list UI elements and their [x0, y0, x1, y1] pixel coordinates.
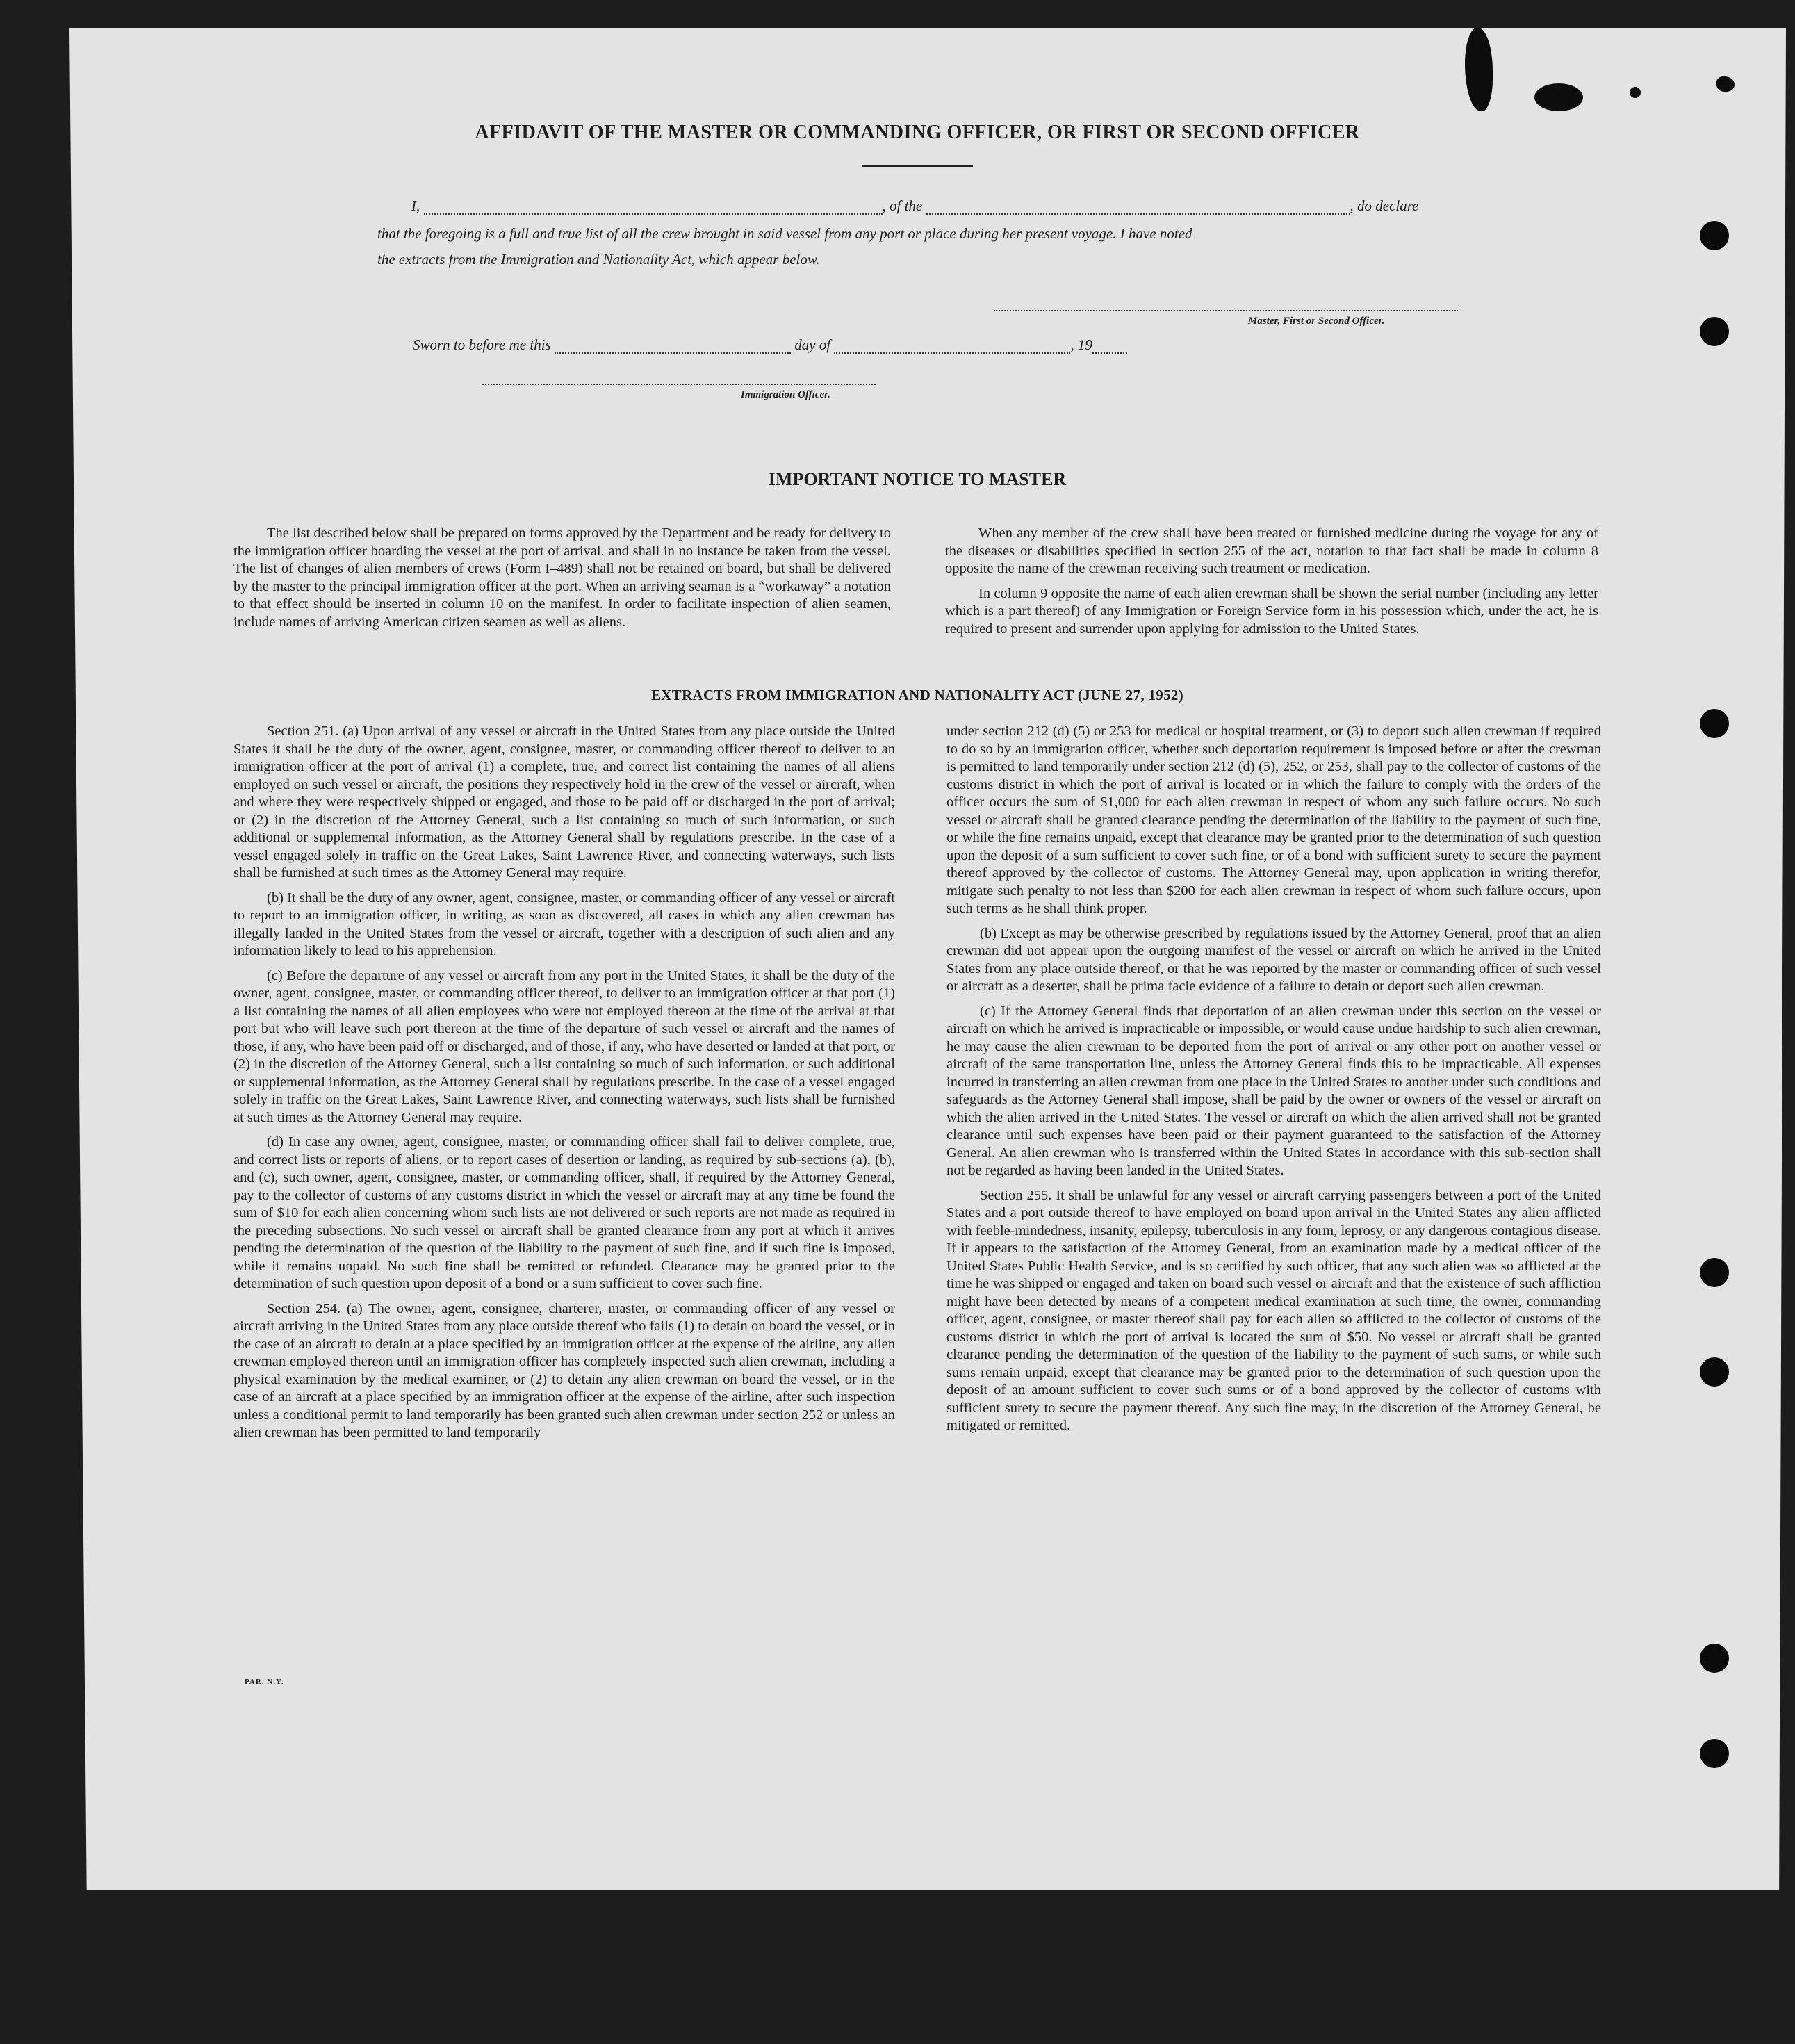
- punch-hole-3: [1700, 709, 1729, 738]
- section-254-b: (b) Except as may be otherwise prescribed by regulations issued by the Attorney General, proof that an alien crewman did not appear upon the outgoing manifest of the vessel or aircraft on which he arrived in the United States from any place outside thereof, or that he was reported by the master or commanding officer of such vessel or aircraft as a deserter, shall be prima facie evidence of a failure to detain or deport such alien crewman.: [946, 925, 1601, 994]
- notice-right-paragraph-2: In column 9 opposite the name of each alien crewman shall be shown the serial number (including any letter which is a part thereof) of any Immigration or Foreign Service form in his possession which, under the act, he is required to present and surrender upon applying for admission to the United States.: [945, 585, 1598, 637]
- year-prefix-text: , 19: [1070, 336, 1092, 353]
- vessel-field[interactable]: [926, 201, 1350, 215]
- sworn-year-field[interactable]: [1092, 340, 1127, 354]
- punch-hole-6: [1700, 1644, 1729, 1673]
- section-251-d: (d) In case any owner, agent, consignee, master, or commanding officer shall fail to deliver complete, true, and correct lists or reports of aliens, or to report cases of desertion or landing, as required by sub-sections (a), (b), and (c), such owner, agent, consignee, master, or commanding officer, shall, if required by the Attorney General, pay to the collector of customs of any customs district in which the vessel or aircraft may at any time be found the sum of $10 for each alien concerning whom such lists are not delivered or such reports are not made as required in the preceding subsections. No such vessel or aircraft shall be granted clearance from any port at which it arrives pending the determination of the question of the liability to the payment of such fine, and if such fine is imposed, while it remains unpaid. No such fine shall be remitted or refunded. Clearance may be granted prior to the determination of such question upon deposit of a bond or a sum sufficient to cover such fine.: [233, 1134, 895, 1291]
- notice-left-paragraph: The list described below shall be prepared on forms approved by the Department and be ready for delivery to the immigration officer boarding the vessel at the port of arrival, and shall in no instance be taken from the vessel. The list of changes of alien members of crews (Form I–489) shall not be retained on board, but shall be delivered by the master to the principal immigration officer at the port. When an arriving seaman is a “workaway” a notation to that effect should be inserted in column 10 on the manifest. In order to facilitate inspection of alien seamen, include names of arriving American citizen seamen as well as aliens.: [233, 525, 891, 630]
- punch-hole-7: [1700, 1739, 1729, 1768]
- section-254-c: (c) If the Attorney General finds that deportation of an alien crewman under this section on the vessel or aircraft on which he arrived is impracticable or impossible, or would cause undue hardship to such alien crewman, he may cause the alien crewman to be deported from the port of arrival or any other port on another vessel or aircraft of the same transportation line, unless the Attorney General finds this to be impracticable. All expenses incurred in transferring an alien crewman from one place in the United States to another under such conditions and safeguards as the Attorney General shall impose, shall be paid by the owner or owners of the vessel or aircraft on which the alien arrived in the United States. The vessel or aircraft on which the alien arrived shall not be granted clearance until such expenses have been paid or their payment guaranteed to the satisfaction of the Attorney General. An alien crewman who is transferred within the United States in accordance with this sub-section shall not be regarded as having been landed in the United States.: [946, 1003, 1601, 1178]
- section-255: Section 255. It shall be unlawful for any vessel or aircraft carrying passengers between a port of the United States and a port outside thereof to have employed on board upon arrival in the United States any alien afflicted with feeble-mindedness, insanity, epilepsy, tuberculosis in any form, leprosy, or any dangerous contagious disease. If it appears to the satisfaction of the Attorney General, from an examination made by a medical officer of the United States Public Health Service, and is so certified by such officer, that any such alien was so afflicted at the time he was shipped or engaged and taken on board such vessel or aircraft and that the existence of such affliction might have been detected by means of a competent medical examination at such time, the owner, commanding officer, agent, consignee, or master thereof shall pay for each alien so afflicted to the collector of customs of the customs district in which the port of arrival is located the sum of $50. No vessel or aircraft shall be granted clearance pending the determination of the question of the liability to the payment of such sums, or while such sums remain unpaid, except that clearance may be granted prior to the determination of such question upon the deposit of an amount sufficient to cover such sums or of a bond approved by the collector of customs with sufficient surety to secure the payment thereof. Any such fine may, in the discretion of the Attorney General, be mitigated or remitted.: [946, 1187, 1601, 1433]
- punch-hole-2: [1700, 317, 1729, 346]
- section-251-c: (c) Before the departure of any vessel or aircraft from any port in the United States, it shall be the duty of the owner, agent, consignee, master, or commanding officer thereof, to deliver to an immigration officer at that port (1) a list containing the names of all alien employees who were not employed thereon at the time of the arrival at that port but who will leave such port thereon at the time of the departure of such vessel or aircraft and the names of those, if any, who have been paid off or discharged, and of those, if any, who have deserted or landed at that port, or (2) in the discretion of the Attorney General, such a list containing so much of such information, or such additional or supplemental information, as the Attorney General shall by regulations prescribe. In the case of a vessel engaged solely in traffic on the Great Lakes, Saint Lawrence River, and connecting waterways, such lists shall be furnished at such times as the Attorney General may require.: [233, 967, 895, 1125]
- officer-label: Immigration Officer.: [741, 389, 830, 400]
- sworn-text: Sworn to before me this: [413, 336, 551, 353]
- notice-right-paragraph-1: When any member of the crew shall have been treated or furnished medicine during the voyage for any of the diseases or disabilities specified in section 255 of the act, notation to that fact shall be made in column 8 opposite the name of the crewman receiving such treatment or medication.: [945, 525, 1598, 576]
- sworn-month-field[interactable]: [834, 340, 1070, 354]
- affidavit-title: AFFIDAVIT OF THE MASTER OR COMMANDING OFFICER, OR FIRST OR SECOND OFFICER: [475, 122, 1360, 143]
- extracts-title: EXTRACTS FROM IMMIGRATION AND NATIONALITY ACT (JUNE 27, 1952): [651, 687, 1183, 703]
- punch-hole-5: [1700, 1357, 1729, 1387]
- printer-mark: PAR. N.Y.: [245, 1678, 284, 1686]
- declaration-i: I,: [411, 197, 420, 214]
- ink-blot-2: [1534, 83, 1583, 111]
- master-signature-line[interactable]: [994, 310, 1458, 311]
- extracts-right-column: [946, 723, 1601, 1442]
- sworn-line: [413, 336, 1247, 354]
- title-rule: [862, 165, 973, 167]
- name-field[interactable]: [424, 201, 883, 215]
- sworn-day-field[interactable]: [555, 340, 791, 354]
- declaration-line-3: the extracts from the Immigration and Nationality Act, which appear below.: [377, 251, 820, 268]
- section-254-a-continued: under section 212 (d) (5) or 253 for medical or hospital treatment, or (3) to deport such alien crewman if required to do so by an immigration officer, whether such deportation requirement is imposed before or after the crewman is permitted to land temporarily under section 212 (d) (5), 252, or 253, shall pay to the collector of customs of the customs district in which the port of arrival is located or in which the failure to comply with the orders of the officer occurs the sum of $1,000 for each alien crewman in respect of whom any such failure occurs. No such vessel or aircraft shall be granted clearance pending the determination of the liability to the payment of such fine, or while the fine remains unpaid, except that clearance may be granted prior to the determination of such question upon the deposit of a sum sufficient to cover such fine, or of a bond with sufficient surety to secure the payment thereof approved by the collector of customs. The Attorney General may, upon application in writing therefor, mitigate such penalty to not less than $200 for each alien crewman in respect of whom such failure occurs, upon such terms as he shall think proper.: [946, 723, 1601, 916]
- notice-right-column: [945, 525, 1598, 645]
- declaration-of-the: , of the: [882, 197, 923, 214]
- extracts-left-column: [233, 723, 895, 1449]
- notice-left-column: [233, 525, 891, 638]
- declaration-line-2: that the foregoing is a full and true list of all the crew brought in said vessel from any port or place during her present voyage. I have noted: [377, 225, 1192, 242]
- section-251-a: Section 251. (a) Upon arrival of any vessel or aircraft in the United States from any place outside the United States it shall be the duty of the owner, agent, consignee, master, or commanding officer thereof to deliver to an immigration officer at the port of arrival (1) a complete, true, and correct list containing the names of all aliens employed on such vessel or aircraft, the positions they respectively hold in the crew of the vessel or aircraft, when and where they were respectively shipped or engaged, and those to be paid off or discharged in the port of arrival; or (2) in the discretion of the Attorney General, such a list containing so much of such information, or such additional or supplemental information, as the Attorney General shall by regulations prescribe. In the case of a vessel engaged solely in traffic on the Great Lakes, Saint Lawrence River, and connecting waterways, such lists shall be furnished at such times as the Attorney General may require.: [233, 723, 895, 881]
- master-label: Master, First or Second Officer.: [1248, 316, 1385, 327]
- declaration-line-1: [411, 197, 1461, 215]
- officer-signature-line[interactable]: [482, 384, 876, 385]
- section-254-a: Section 254. (a) The owner, agent, consignee, charterer, master, or commanding officer of any vessel or aircraft arriving in the United States from any place outside thereof who fails (1) to detain on board the vessel, or in the case of an aircraft to detain at a place specified by an immigration officer at the expense of the airline, any alien crewman employed thereon until an immigration officer has completely inspected such alien crewman, including a physical examination by the medical examiner, or (2) to detain any alien crewman on board the vessel, or in the case of an aircraft at a place specified by an immigration officer at the expense of the airline, after such inspection unless a conditional permit to land temporarily has been granted such alien crewman under section 252 or unless an alien crewman has been permitted to land temporarily: [233, 1300, 895, 1440]
- punch-hole-1: [1700, 221, 1729, 250]
- day-of-text: day of: [794, 336, 831, 353]
- ink-blot-3: [1630, 87, 1641, 98]
- notice-title: IMPORTANT NOTICE TO MASTER: [768, 469, 1067, 489]
- ink-blot-4: [1716, 76, 1735, 92]
- section-251-b: (b) It shall be the duty of any owner, agent, consignee, master, or commanding officer of any vessel or aircraft to report to an immigration officer, in writing, as soon as discovered, all cases in which any alien crewman has illegally landed in the United States from the vessel or aircraft, together with a description of such alien and any information likely to lead to his apprehension.: [233, 890, 895, 958]
- declaration-do-declare: , do declare: [1350, 197, 1419, 214]
- punch-hole-4: [1700, 1258, 1729, 1287]
